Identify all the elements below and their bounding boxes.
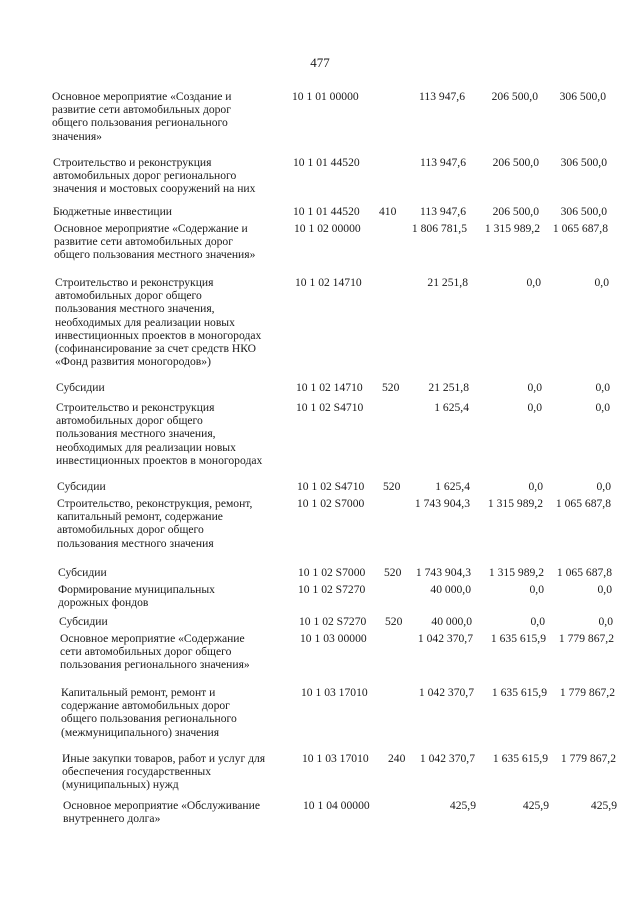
amount-year-1: 1 042 370,7 xyxy=(418,686,474,699)
amount-year-3: 1 065 687,8 xyxy=(556,566,612,579)
amount-year-2: 0,0 xyxy=(527,381,542,394)
row-name: Основное мероприятие «Содержание и развитие сети автомобильных дорог общего пользования местного значения» xyxy=(54,222,256,262)
amount-year-3: 306 500,0 xyxy=(560,205,607,218)
amount-year-3: 0,0 xyxy=(596,480,611,493)
amount-year-1: 1 806 781,5 xyxy=(411,222,467,235)
amount-year-2: 0,0 xyxy=(527,401,542,414)
amount-year-2: 206 500,0 xyxy=(491,90,538,103)
target-article-code: 10 1 04 00000 xyxy=(303,799,370,812)
amount-year-1: 1 042 370,7 xyxy=(417,632,473,645)
row-name: Строительство и реконструкция автомобильных дорог регионального значения и мостовых сооружений на них xyxy=(53,156,256,196)
amount-year-3: 1 779 867,2 xyxy=(558,632,614,645)
amount-year-3: 425,9 xyxy=(590,799,617,812)
amount-year-2: 0,0 xyxy=(528,480,543,493)
row-name: Субсидии xyxy=(59,615,108,628)
expense-type-code: 520 xyxy=(383,480,401,493)
amount-year-2: 1 635 615,9 xyxy=(492,752,548,765)
expense-type-code: 520 xyxy=(382,381,400,394)
target-article-code: 10 1 02 S7270 xyxy=(299,615,367,628)
row-name: Бюджетные инвестиции xyxy=(53,205,173,218)
amount-year-2: 0,0 xyxy=(530,615,545,628)
target-article-code: 10 1 02 S7000 xyxy=(298,566,366,579)
target-article-code: 10 1 03 17010 xyxy=(302,752,369,765)
amount-year-1: 1 743 904,3 xyxy=(414,497,470,510)
target-article-code: 10 1 02 14710 xyxy=(296,381,363,394)
amount-year-1: 40 000,0 xyxy=(431,615,472,628)
row-name: Основное мероприятие «Создание и развитие сети автомобильных дорог общего пользования регионального значения» xyxy=(52,90,232,143)
row-name: Субсидии xyxy=(58,566,107,579)
amount-year-2: 1 315 989,2 xyxy=(484,222,540,235)
amount-year-2: 206 500,0 xyxy=(492,156,539,169)
row-name: Субсидии xyxy=(57,480,106,493)
row-name: Иные закупки товаров, работ и услуг для обеспечения государственных (муниципальных) нужд xyxy=(62,752,266,792)
amount-year-1: 113 947,6 xyxy=(420,156,466,169)
target-article-code: 10 1 02 S4710 xyxy=(297,480,365,493)
amount-year-1: 1 625,4 xyxy=(434,401,469,414)
target-article-code: 10 1 01 44520 xyxy=(293,156,360,169)
amount-year-3: 0,0 xyxy=(597,583,612,596)
target-article-code: 10 1 03 17010 xyxy=(301,686,368,699)
expense-type-code: 520 xyxy=(385,615,403,628)
amount-year-1: 1 625,4 xyxy=(435,480,470,493)
expense-type-code: 520 xyxy=(384,566,402,579)
amount-year-1: 1 743 904,3 xyxy=(415,566,471,579)
row-name: Строительство и реконструкция автомобильных дорог общего пользования местного значения, необходимых для реализации новых инвестиционных проектов в моногородах (софинансирование за счет средств НКО «Фонд развития моногородов») xyxy=(55,276,262,369)
amount-year-3: 0,0 xyxy=(595,381,610,394)
amount-year-1: 21 251,8 xyxy=(428,381,469,394)
row-name: Формирование муниципальных дорожных фондов xyxy=(58,583,215,610)
amount-year-2: 0,0 xyxy=(529,583,544,596)
amount-year-2: 1 315 989,2 xyxy=(487,497,543,510)
row-name: Капитальный ремонт, ремонт и содержание автомобильных дорог общего пользования регионального (межмуниципального) значения xyxy=(61,686,237,739)
target-article-code: 10 1 02 S4710 xyxy=(296,401,364,414)
amount-year-3: 0,0 xyxy=(594,276,609,289)
amount-year-1: 113 947,6 xyxy=(419,90,465,103)
amount-year-1: 21 251,8 xyxy=(427,276,468,289)
amount-year-3: 1 065 687,8 xyxy=(552,222,608,235)
target-article-code: 10 1 01 44520 xyxy=(293,205,360,218)
amount-year-2: 206 500,0 xyxy=(492,205,539,218)
target-article-code: 10 1 01 00000 xyxy=(292,90,359,103)
row-name: Строительство, реконструкция, ремонт, капитальный ремонт, содержание автомобильных дорог общего пользования местного значения xyxy=(57,497,253,550)
amount-year-3: 0,0 xyxy=(598,615,613,628)
row-name: Основное мероприятие «Обслуживание внутреннего долга» xyxy=(63,799,260,826)
page-number: 477 xyxy=(310,55,330,70)
amount-year-1: 425,9 xyxy=(449,799,476,812)
expense-type-code: 410 xyxy=(379,205,397,218)
amount-year-2: 1 635 615,9 xyxy=(490,632,546,645)
target-article-code: 10 1 02 14710 xyxy=(295,276,362,289)
amount-year-2: 0,0 xyxy=(526,276,541,289)
target-article-code: 10 1 02 S7270 xyxy=(298,583,366,596)
target-article-code: 10 1 03 00000 xyxy=(300,632,367,645)
amount-year-1: 40 000,0 xyxy=(430,583,471,596)
target-article-code: 10 1 02 00000 xyxy=(294,222,361,235)
amount-year-3: 306 500,0 xyxy=(560,156,607,169)
amount-year-1: 1 042 370,7 xyxy=(419,752,475,765)
amount-year-3: 306 500,0 xyxy=(559,90,606,103)
row-name: Строительство и реконструкция автомобильных дорог общего пользования местного значения, необходимых для реализации новых инвестиционных проектов в моногородах xyxy=(56,401,263,467)
amount-year-2: 1 315 989,2 xyxy=(488,566,544,579)
target-article-code: 10 1 02 S7000 xyxy=(297,497,365,510)
amount-year-3: 1 779 867,2 xyxy=(560,752,616,765)
amount-year-1: 113 947,6 xyxy=(420,205,466,218)
expense-type-code: 240 xyxy=(388,752,406,765)
row-name: Субсидии xyxy=(56,381,105,394)
row-name: Основное мероприятие «Содержание сети автомобильных дорог общего пользования регионального значения» xyxy=(60,632,250,672)
amount-year-2: 1 635 615,9 xyxy=(491,686,547,699)
amount-year-3: 1 065 687,8 xyxy=(555,497,611,510)
amount-year-3: 1 779 867,2 xyxy=(559,686,615,699)
amount-year-2: 425,9 xyxy=(522,799,549,812)
amount-year-3: 0,0 xyxy=(595,401,610,414)
